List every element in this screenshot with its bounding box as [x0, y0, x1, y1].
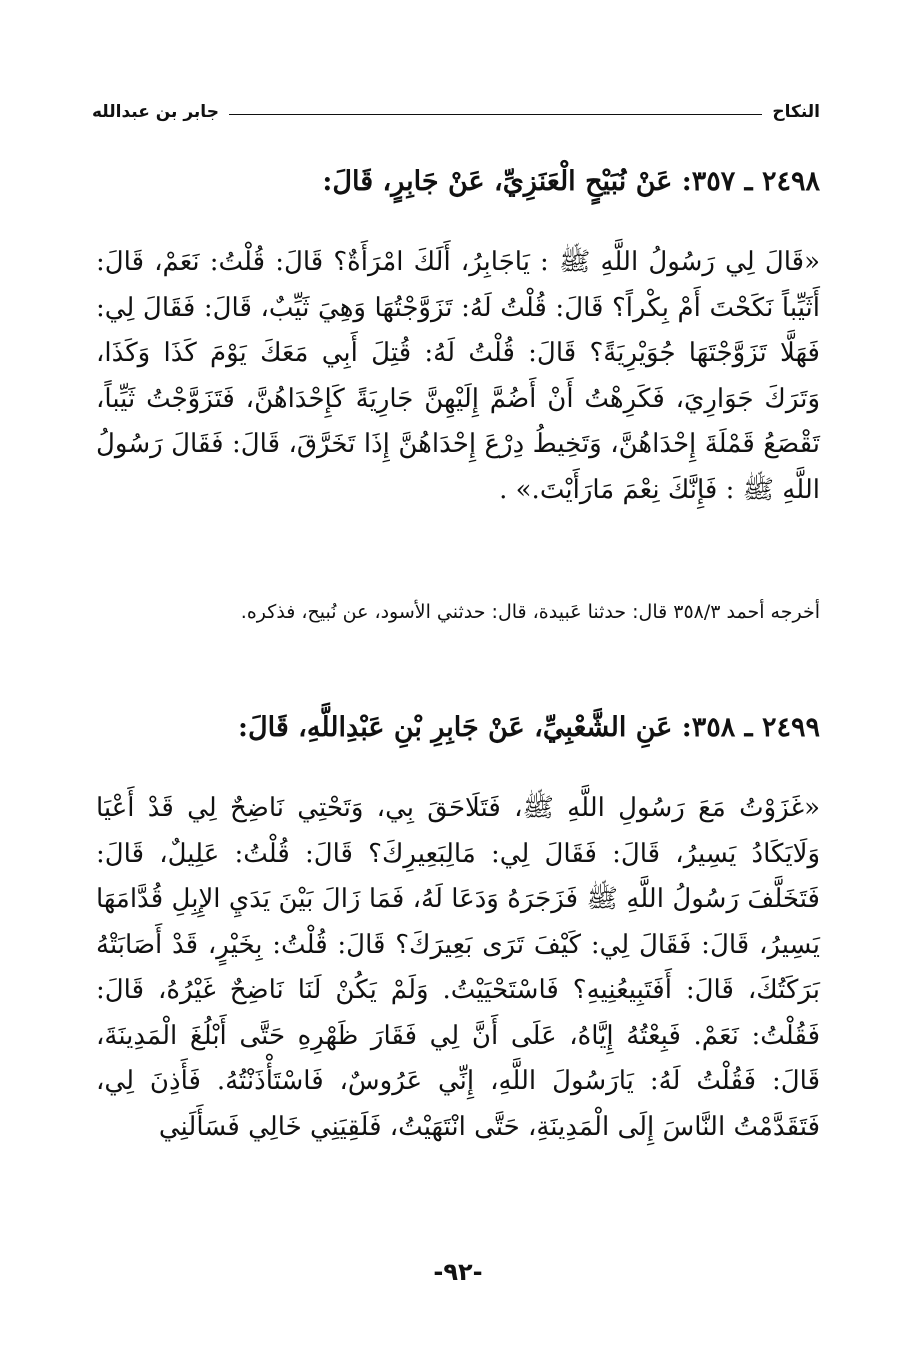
hadith-2498-footnote: أخرجه أحمد ٣٥٨/٣ قال: حدثنا عَبيدة، قال: حدثني الأسود، عن نُبيح، فذكره.	[240, 601, 820, 623]
narrator-title: جابر بن عبدالله	[92, 102, 219, 122]
running-header	[92, 92, 820, 122]
hadith-2498-heading: ٢٤٩٨ ـ ٣٥٧: عَنْ نُبَيْحٍ الْعَنَزِيِّ، عَنْ جَابِرٍ، قَالَ:	[322, 166, 820, 197]
hadith-2499-body: «غَزَوْتُ مَعَ رَسُولِ اللَّهِ ﷺ، فَتَلَاحَقَ بِي، وَتَحْتِي نَاضِحٌ لِي قَدْ أَعْيَا وَلَايَكَادُ يَسِيرُ، قَالَ: فَقَالَ لِي: مَالِبَعِيرِكَ؟ قَالَ: قُلْتُ: عَلِيلٌ، قَالَ: فَتَخَلَّفَ رَسُولُ اللَّهِ ﷺ فَزَجَرَهُ وَدَعَا لَهُ، فَمَا زَالَ بَيْنَ يَدَيِ الإِبِلِ قُدَّامَهَا يَسِيرُ، قَالَ: فَقَالَ لِي: كَيْفَ تَرَى بَعِيرَكَ؟ قَالَ: قُلْتُ: بِخَيْرٍ، قَدْ أَصَابَتْهُ بَرَكَتُكَ، قَالَ: أَفَتَبِيعُنِيهِ؟ فَاسْتَحْيَيْتُ. وَلَمْ يَكُنْ لَنَا نَاضِحٌ غَيْرُهُ، قَالَ: فَقُلْتُ: نَعَمْ. فَبِعْتُهُ إِيَّاهُ، عَلَى أَنَّ لِي فَقَارَ ظَهْرِهِ حَتَّى أَبْلُغَ الْمَدِينَةَ، قَالَ: فَقُلْتُ لَهُ: يَارَسُولَ اللَّهِ، إِنِّي عَرُوسٌ، فَاسْتَأْذَنْتُهُ. فَأَذِنَ لِي، فَتَقَدَّمْتُ النَّاسَ إِلَى الْمَدِينَةِ، حَتَّى انْتَهَيْتُ، فَلَقِيَنِي خَالِي فَسَأَلَنِي	[96, 793, 820, 1142]
page-number: -٩٢-	[433, 1258, 483, 1286]
header-rule	[229, 114, 762, 115]
hadith-2499-text	[96, 786, 820, 1150]
hadith-2499-heading: ٢٤٩٩ ـ ٣٥٨: عَنِ الشَّعْبِيِّ، عَنْ جَابِرِ بْنِ عَبْدِاللَّهِ، قَالَ:	[238, 712, 820, 743]
hadith-2498-body: «قَالَ لِي رَسُولُ اللَّهِ ﷺ : يَاجَابِرُ، أَلَكَ امْرَأَةٌ؟ قَالَ: قُلْتُ: نَعَمْ، قَالَ: أَثَيِّباً نَكَحْتَ أَمْ بِكْراً؟ قَالَ: قُلْتُ لَهُ: تَزَوَّجْتُهَا وَهِيَ ثَيِّبٌ، قَالَ: فَقَالَ لِي: فَهَلَّا تَزَوَّجْتَهَا جُوَيْرِيَةً؟ قَالَ: قُلْتُ لَهُ: قُتِلَ أَبِي مَعَكَ يَوْمَ كَذَا وَكَذَا، وَتَرَكَ جَوَارِيَ، فَكَرِهْتُ أَنْ أَضُمَّ إِلَيْهِنَّ جَارِيَةً كَإِحْدَاهُنَّ، فَتَزَوَّجْتُ ثَيِّباً، تَقْصَعُ قَمْلَةَ إِحْدَاهُنَّ، وَتَخِيطُ دِرْعَ إِحْدَاهُنَّ إِذَا تَخَرَّقَ، قَالَ: فَقَالَ رَسُولُ اللَّهِ ﷺ : فَإِنَّكَ نِعْمَ مَارَأَيْتَ.» .	[96, 247, 820, 505]
chapter-title: النكاح	[772, 102, 820, 122]
hadith-2498-text	[96, 240, 820, 513]
